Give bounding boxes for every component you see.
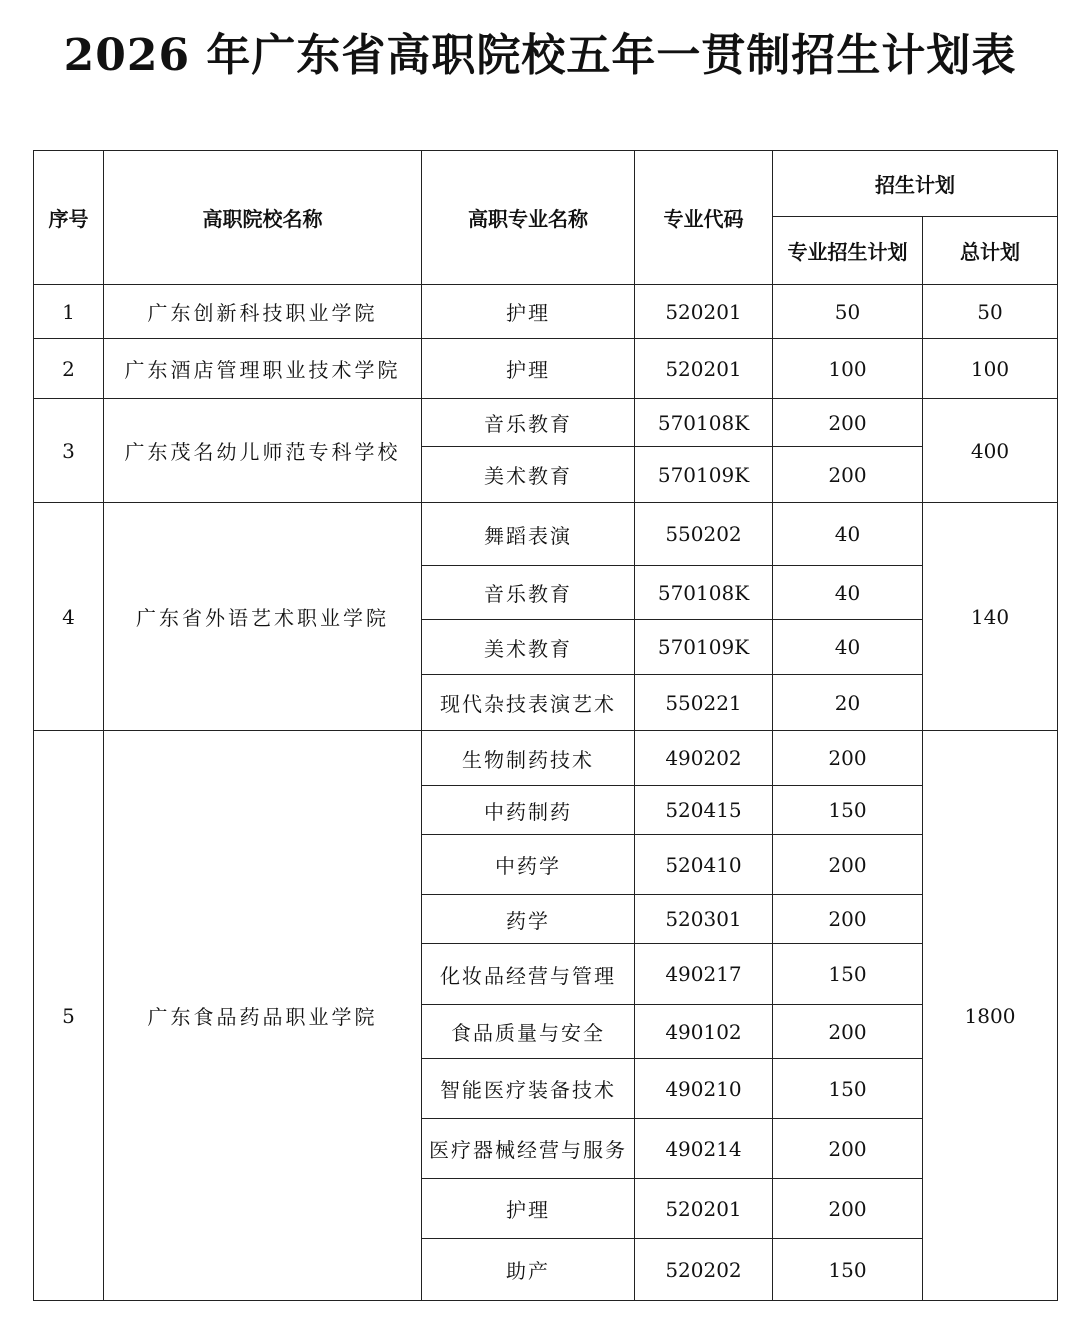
cell-seq: 1 bbox=[34, 285, 104, 339]
cell-major-plan: 20 bbox=[773, 675, 923, 731]
cell-major: 智能医疗装备技术 bbox=[422, 1059, 635, 1119]
cell-code: 550221 bbox=[635, 675, 773, 731]
table-row bbox=[34, 503, 1058, 566]
cell-seq: 5 bbox=[34, 731, 104, 1301]
cell-code: 520201 bbox=[635, 1179, 773, 1239]
cell-code: 490217 bbox=[635, 944, 773, 1005]
cell-major: 助产 bbox=[422, 1239, 635, 1301]
cell-major-plan: 200 bbox=[773, 835, 923, 895]
header-code: 专业代码 bbox=[635, 151, 773, 285]
cell-total-plan: 140 bbox=[923, 503, 1058, 731]
cell-code: 520201 bbox=[635, 285, 773, 339]
cell-total-plan: 400 bbox=[923, 399, 1058, 503]
header-major-plan: 专业招生计划 bbox=[773, 217, 923, 285]
cell-code: 570108K bbox=[635, 566, 773, 620]
cell-code: 520415 bbox=[635, 786, 773, 835]
cell-major: 中药学 bbox=[422, 835, 635, 895]
cell-seq: 3 bbox=[34, 399, 104, 503]
cell-major-plan: 40 bbox=[773, 566, 923, 620]
table-row bbox=[34, 399, 1058, 447]
cell-major: 药学 bbox=[422, 895, 635, 944]
cell-major: 化妆品经营与管理 bbox=[422, 944, 635, 1005]
cell-major: 音乐教育 bbox=[422, 566, 635, 620]
cell-major-plan: 200 bbox=[773, 1119, 923, 1179]
cell-major-plan: 100 bbox=[773, 339, 923, 399]
cell-college: 广东食品药品职业学院 bbox=[104, 731, 422, 1301]
cell-major: 食品质量与安全 bbox=[422, 1005, 635, 1059]
cell-major-plan: 150 bbox=[773, 1059, 923, 1119]
header-plan-group: 招生计划 bbox=[773, 151, 1058, 217]
cell-major: 美术教育 bbox=[422, 447, 635, 503]
cell-major-plan: 200 bbox=[773, 447, 923, 503]
cell-code: 570109K bbox=[635, 620, 773, 675]
cell-college: 广东创新科技职业学院 bbox=[104, 285, 422, 339]
cell-major-plan: 150 bbox=[773, 1239, 923, 1301]
header-major: 高职专业名称 bbox=[422, 151, 635, 285]
cell-college: 广东省外语艺术职业学院 bbox=[104, 503, 422, 731]
cell-code: 520410 bbox=[635, 835, 773, 895]
cell-major-plan: 200 bbox=[773, 1179, 923, 1239]
cell-major-plan: 150 bbox=[773, 944, 923, 1005]
cell-code: 570109K bbox=[635, 447, 773, 503]
cell-college: 广东茂名幼儿师范专科学校 bbox=[104, 399, 422, 503]
cell-major-plan: 150 bbox=[773, 786, 923, 835]
cell-major: 美术教育 bbox=[422, 620, 635, 675]
cell-major-plan: 200 bbox=[773, 399, 923, 447]
cell-code: 490214 bbox=[635, 1119, 773, 1179]
cell-major: 生物制药技术 bbox=[422, 731, 635, 786]
table-row bbox=[34, 731, 1058, 786]
enrollment-plan-table bbox=[33, 150, 1058, 1301]
cell-total-plan: 50 bbox=[923, 285, 1058, 339]
cell-code: 520301 bbox=[635, 895, 773, 944]
cell-code: 490102 bbox=[635, 1005, 773, 1059]
cell-major-plan: 40 bbox=[773, 503, 923, 566]
header-college: 高职院校名称 bbox=[104, 151, 422, 285]
cell-seq: 4 bbox=[34, 503, 104, 731]
cell-code: 550202 bbox=[635, 503, 773, 566]
cell-major: 舞蹈表演 bbox=[422, 503, 635, 566]
cell-major: 音乐教育 bbox=[422, 399, 635, 447]
page-title: 2026 年广东省高职院校五年一贯制招生计划表 bbox=[63, 30, 1017, 81]
cell-code: 490210 bbox=[635, 1059, 773, 1119]
cell-major-plan: 200 bbox=[773, 895, 923, 944]
cell-major: 护理 bbox=[422, 339, 635, 399]
header-total-plan: 总计划 bbox=[923, 217, 1058, 285]
cell-total-plan: 100 bbox=[923, 339, 1058, 399]
cell-major-plan: 200 bbox=[773, 1005, 923, 1059]
cell-code: 520201 bbox=[635, 339, 773, 399]
cell-college: 广东酒店管理职业技术学院 bbox=[104, 339, 422, 399]
cell-major-plan: 40 bbox=[773, 620, 923, 675]
cell-code: 520202 bbox=[635, 1239, 773, 1301]
header-seq: 序号 bbox=[34, 151, 104, 285]
cell-seq: 2 bbox=[34, 339, 104, 399]
cell-code: 490202 bbox=[635, 731, 773, 786]
table-row bbox=[34, 285, 1058, 339]
cell-code: 570108K bbox=[635, 399, 773, 447]
cell-major-plan: 50 bbox=[773, 285, 923, 339]
cell-major: 医疗器械经营与服务 bbox=[422, 1119, 635, 1179]
cell-total-plan: 1800 bbox=[923, 731, 1058, 1301]
cell-major: 现代杂技表演艺术 bbox=[422, 675, 635, 731]
cell-major: 护理 bbox=[422, 1179, 635, 1239]
cell-major-plan: 200 bbox=[773, 731, 923, 786]
cell-major: 护理 bbox=[422, 285, 635, 339]
table-row bbox=[34, 339, 1058, 399]
cell-major: 中药制药 bbox=[422, 786, 635, 835]
